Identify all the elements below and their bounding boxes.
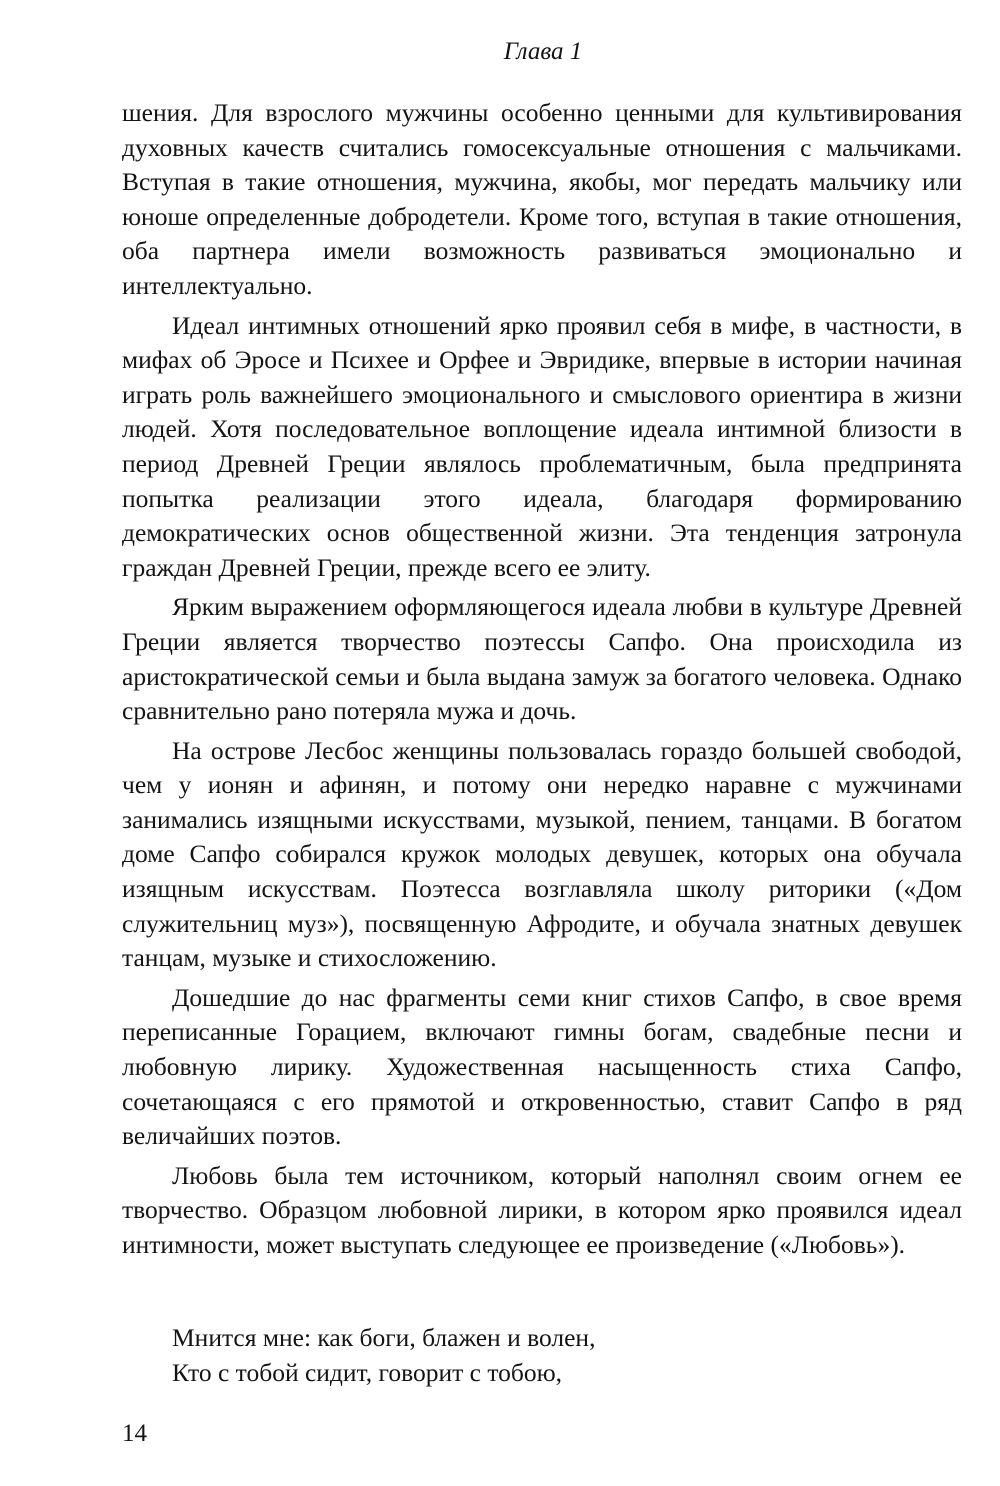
paragraph: На острове Лесбос женщины пользовалась гораздо большей свободой, чем у ионян и афинян, и потому они нередко наравне с мужчинами занимались изящными искусствами, музыкой, пением, танцами. В богатом доме Сапфо собирался кружок молодых девушек, которых она обучала изящным искусствам. Поэтесса возглавляла школу риторики («Дом служительниц муз»), посвященную Афродите, и обучала знатных девушек танцам, музыке и стихосложению.: [122, 735, 962, 973]
body-text: [122, 96, 962, 1268]
poem-line: Мнится мне: как боги, блажен и волен,: [172, 1323, 596, 1352]
paragraph: Идеал интимных отношений ярко проявил себя в мифе, в частности, в мифах об Эросе и Психее и Орфее и Эвридике, впервые в истории начиная играть роль важнейшего эмоционального и смыслового ориентира в жизни людей. Хотя последовательное воплощение идеала интимной близости в период Древней Греции являлось проблематичным, была предпринята попытка реализации этого идеала, благодаря формированию демократических основ общественной жизни. Эта тенденция затронула граждан Древней Греции, прежде всего ее элиту.: [122, 310, 962, 582]
paragraph: Дошедшие до нас фрагменты семи книг стихов Сапфо, в свое время переписанные Горацием, включают гимны богам, свадебные песни и любовную лирику. Художественная насыщенность стиха Сапфо, сочетающаяся с его прямотой и откровенностью, ставит Сапфо в ряд величайших поэтов.: [122, 982, 962, 1151]
paragraph: Любовь была тем источником, который наполнял своим огнем ее творчество. Образцом любовной лирики, в котором ярко проявился идеал интимности, может выступать следующее ее произведение («Любовь»).: [122, 1160, 962, 1259]
running-header: Глава 1: [503, 38, 583, 65]
poem-excerpt: [172, 1320, 595, 1390]
poem-line: Кто с тобой сидит, говорит с тобою,: [172, 1358, 563, 1387]
paragraph: шения. Для взрослого мужчины особенно ценными для культивирования духовных качеств считались гомосексуальные отношения с мальчиками. Вступая в такие отношения, мужчина, якобы, мог передать мальчику или юноше определенные добродетели. Кроме того, вступая в такие отношения, оба партнера имели возможность развиваться эмоционально и интеллектуально.: [122, 98, 962, 300]
page-number: 14: [122, 1420, 147, 1447]
paragraph: Ярким выражением оформляющегося идеала любви в культуре Древней Греции является творчество поэтессы Сапфо. Она происходила из аристократической семьи и была выдана замуж за богатого человека. Однако сравнительно рано потеряла мужа и дочь.: [122, 592, 962, 726]
